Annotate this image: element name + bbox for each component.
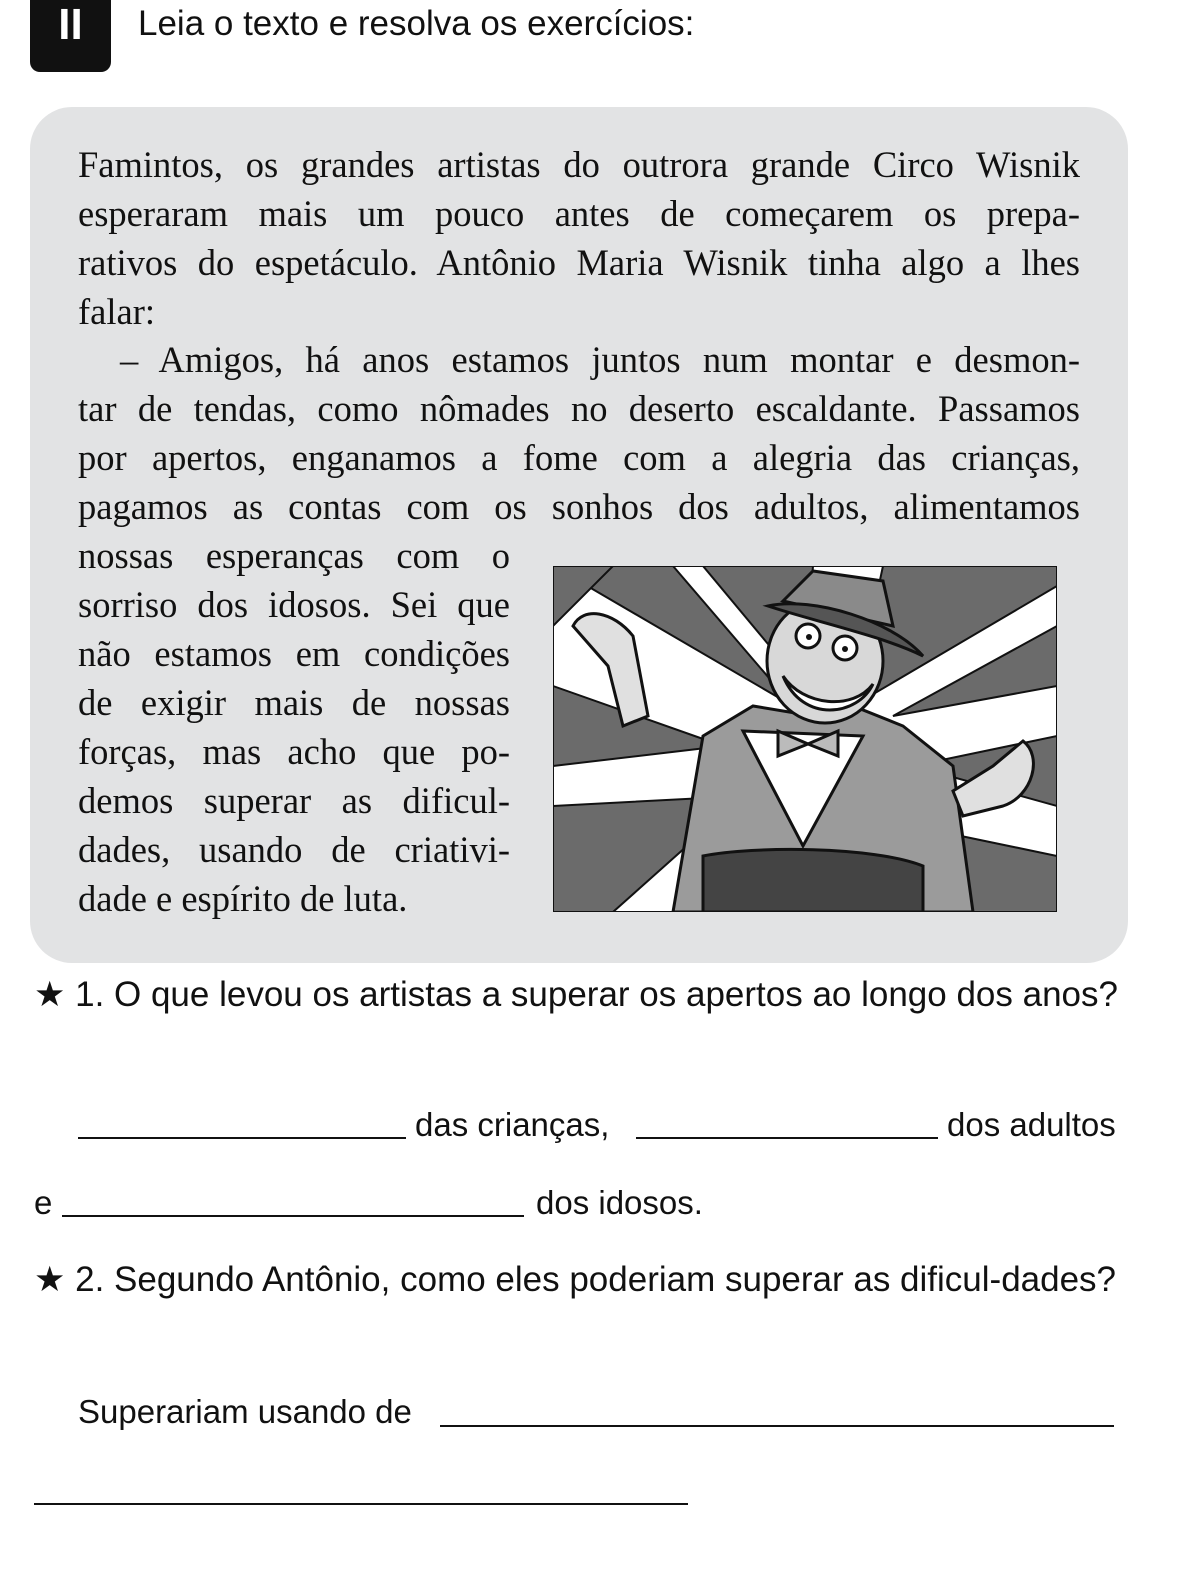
- question-1: ★ 1. O que levou os artistas a superar os apertos ao longo dos anos?: [34, 975, 1118, 1014]
- passage-line: – Amigos, há anos estamos juntos num montar e desmon-: [120, 339, 1080, 380]
- passage-line: de exigir mais de nossas: [78, 682, 510, 723]
- passage-line: esperaram mais um pouco antes de começarem os prepa-: [78, 193, 1080, 234]
- passage-line: dades, usando de criativi-: [78, 829, 510, 870]
- section-badge: II: [30, 0, 111, 72]
- passage-line: tar de tendas, como nômades no deserto escaldante. Passamos: [78, 388, 1080, 429]
- passage-line: falar:: [78, 291, 155, 332]
- instruction-heading: Leia o texto e resolva os exercícios:: [138, 4, 695, 43]
- passage-line: Famintos, os grandes artistas do outrora grande Circo Wisnik: [78, 144, 1080, 185]
- answer-blank-4[interactable]: [440, 1425, 1114, 1427]
- passage-line: pagamos as contas com os sonhos dos adultos, alimentamos: [78, 486, 1080, 527]
- passage-line: forças, mas acho que po-: [78, 731, 510, 772]
- answer-blank-1[interactable]: [78, 1137, 406, 1139]
- fill-label-criancas: das crianças,: [415, 1106, 610, 1143]
- answer-blank-5[interactable]: [34, 1503, 688, 1505]
- ringmaster-illustration: [553, 566, 1057, 912]
- answer-blank-3[interactable]: [62, 1215, 524, 1217]
- passage-line: demos superar as dificul-: [78, 780, 510, 821]
- fill-label-adultos: dos adultos: [947, 1106, 1116, 1143]
- passage-paragraph-2-continued: [78, 531, 510, 923]
- passage-line: dade e espírito de luta.: [78, 878, 408, 919]
- passage-line: por apertos, enganamos a fome com a alegria das crianças,: [78, 437, 1080, 478]
- passage-line: rativos do espetáculo. Antônio Maria Wisnik tinha algo a lhes: [78, 242, 1080, 283]
- question-2: ★ 2. Segundo Antônio, como eles poderiam superar as dificul-dades?: [34, 1260, 1117, 1299]
- fill-label-idosos: dos idosos.: [536, 1184, 703, 1221]
- passage-paragraph-1: [78, 140, 1080, 336]
- fill-label-superariam: Superariam usando de: [78, 1393, 412, 1430]
- fill-label-e: e: [34, 1184, 53, 1221]
- answer-blank-2[interactable]: [636, 1137, 938, 1139]
- passage-paragraph-2: [78, 335, 1080, 531]
- passage-line: nossas esperanças com o: [78, 535, 510, 576]
- passage-line: sorriso dos idosos. Sei que: [78, 584, 510, 625]
- passage-line: não estamos em condições: [78, 633, 510, 674]
